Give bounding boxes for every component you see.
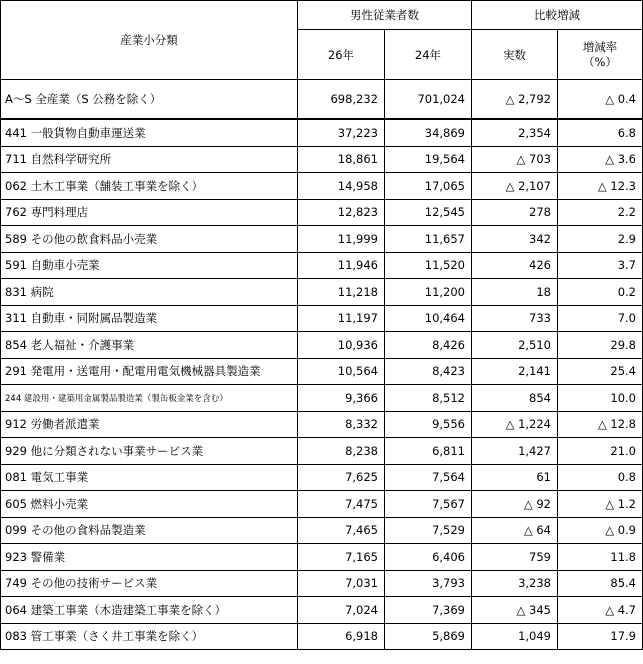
row-name: 064 建築工事業（木造建築工事業を除く） [1,597,298,624]
row-name: 591 自動車小売業 [1,252,298,279]
total-rate: △ 0.4 [558,80,643,120]
row-y24: 6,406 [385,544,472,571]
row-rate: 0.8 [558,464,643,491]
row-diff: 2,510 [472,332,558,359]
row-y26: 7,165 [298,544,385,571]
row-name: 912 労働者派遣業 [1,411,298,438]
row-diff: 61 [472,464,558,491]
row-rate: △ 0.9 [558,517,643,544]
row-y26: 10,564 [298,358,385,385]
year-24-header: 24年 [385,30,472,80]
row-y24: 9,556 [385,411,472,438]
row-y24: 12,545 [385,199,472,226]
row-rate: △ 12.8 [558,411,643,438]
row-name: 711 自然科学研究所 [1,146,298,173]
row-diff: △ 703 [472,146,558,173]
row-y26: 18,861 [298,146,385,173]
row-rate: △ 1.2 [558,491,643,518]
table-row [1,252,643,279]
row-y24: 8,426 [385,332,472,359]
row-diff: 2,354 [472,119,558,146]
total-diff: △ 2,792 [472,80,558,120]
table-row [1,411,643,438]
table-row [1,146,643,173]
row-rate: △ 12.3 [558,173,643,200]
table-row [1,570,643,597]
row-y26: 12,823 [298,199,385,226]
row-name: 099 その他の食料品製造業 [1,517,298,544]
row-y26: 7,465 [298,517,385,544]
row-rate: 10.0 [558,385,643,412]
total-y26: 698,232 [298,80,385,120]
actual-header: 実数 [472,30,558,80]
row-name: 081 電気工事業 [1,464,298,491]
table-row [1,517,643,544]
total-name: A～S 全産業（S 公務を除く） [1,80,298,120]
row-rate: 85.4 [558,570,643,597]
row-y24: 10,464 [385,305,472,332]
row-diff: △ 1,224 [472,411,558,438]
table-row [1,491,643,518]
row-y26: 8,332 [298,411,385,438]
table-row [1,305,643,332]
row-y24: 7,369 [385,597,472,624]
row-y26: 37,223 [298,119,385,146]
row-diff: 426 [472,252,558,279]
table-row [1,385,643,412]
row-y24: 34,869 [385,119,472,146]
row-rate: 25.4 [558,358,643,385]
row-name: 605 燃料小売業 [1,491,298,518]
row-diff: 2,141 [472,358,558,385]
row-y26: 7,625 [298,464,385,491]
row-rate: 17.9 [558,623,643,650]
table-row [1,119,643,146]
row-diff: △ 64 [472,517,558,544]
row-y24: 8,512 [385,385,472,412]
row-name: 923 警備業 [1,544,298,571]
table-row [1,279,643,306]
row-name: 749 その他の技術サービス業 [1,570,298,597]
row-diff: △ 2,107 [472,173,558,200]
row-y24: 11,520 [385,252,472,279]
rate-header [558,30,643,80]
row-rate: 29.8 [558,332,643,359]
row-name: 311 自動車・同附属品製造業 [1,305,298,332]
row-name: 083 管工事業（さく井工事業を除く） [1,623,298,650]
row-rate: 0.2 [558,279,643,306]
comparison-header: 比較増減 [472,1,643,30]
row-diff: 1,049 [472,623,558,650]
row-diff: 759 [472,544,558,571]
row-y24: 8,423 [385,358,472,385]
row-y26: 11,218 [298,279,385,306]
table-row [1,464,643,491]
row-y26: 7,475 [298,491,385,518]
row-y26: 10,936 [298,332,385,359]
table-row [1,597,643,624]
row-rate: 2.2 [558,199,643,226]
row-y24: 7,564 [385,464,472,491]
row-y24: 7,567 [385,491,472,518]
table-row [1,544,643,571]
table-row [1,173,643,200]
row-name: 831 病院 [1,279,298,306]
row-rate: 7.0 [558,305,643,332]
table-row [1,199,643,226]
table-row [1,226,643,253]
male-employees-header: 男性従業者数 [298,1,472,30]
table-row [1,623,643,650]
row-y26: 11,946 [298,252,385,279]
row-name: 589 その他の飲食料品小売業 [1,226,298,253]
row-y26: 8,238 [298,438,385,465]
table-row [1,358,643,385]
table-row [1,438,643,465]
total-y24: 701,024 [385,80,472,120]
row-y24: 7,529 [385,517,472,544]
row-y24: 3,793 [385,570,472,597]
row-y26: 6,918 [298,623,385,650]
row-rate: 11.8 [558,544,643,571]
row-name: 929 他に分類されない事業サービス業 [1,438,298,465]
rate-header-unit: （%） [583,54,617,69]
row-diff: 342 [472,226,558,253]
row-name: 291 発電用・送電用・配電用電気機械器具製造業 [1,358,298,385]
row-y26: 11,197 [298,305,385,332]
row-name: 854 老人福祉・介護事業 [1,332,298,359]
row-y24: 11,200 [385,279,472,306]
row-y24: 5,869 [385,623,472,650]
row-diff: 278 [472,199,558,226]
row-diff: 1,427 [472,438,558,465]
row-rate: △ 3.6 [558,146,643,173]
category-header: 産業小分類 [1,1,298,80]
row-name: 244 建設用・建築用金属製品製造業（製缶板金業を含む） [1,385,298,412]
total-row [1,80,643,120]
row-rate: 21.0 [558,438,643,465]
row-y26: 7,031 [298,570,385,597]
row-name: 441 一般貨物自動車運送業 [1,119,298,146]
year-26-header: 26年 [298,30,385,80]
row-name: 062 土木工事業（舗装工事業を除く） [1,173,298,200]
row-name: 762 専門料理店 [1,199,298,226]
row-diff: 3,238 [472,570,558,597]
row-y24: 19,564 [385,146,472,173]
row-y24: 6,811 [385,438,472,465]
row-rate: 3.7 [558,252,643,279]
row-y26: 9,366 [298,385,385,412]
row-diff: △ 92 [472,491,558,518]
row-y26: 14,958 [298,173,385,200]
row-diff: 854 [472,385,558,412]
row-diff: 733 [472,305,558,332]
row-y24: 17,065 [385,173,472,200]
row-rate: △ 4.7 [558,597,643,624]
rate-header-label: 増減率 [582,39,618,54]
row-diff: 18 [472,279,558,306]
row-y26: 7,024 [298,597,385,624]
row-rate: 6.8 [558,119,643,146]
row-diff: △ 345 [472,597,558,624]
row-y24: 11,657 [385,226,472,253]
row-y26: 11,999 [298,226,385,253]
row-rate: 2.9 [558,226,643,253]
table-row [1,332,643,359]
